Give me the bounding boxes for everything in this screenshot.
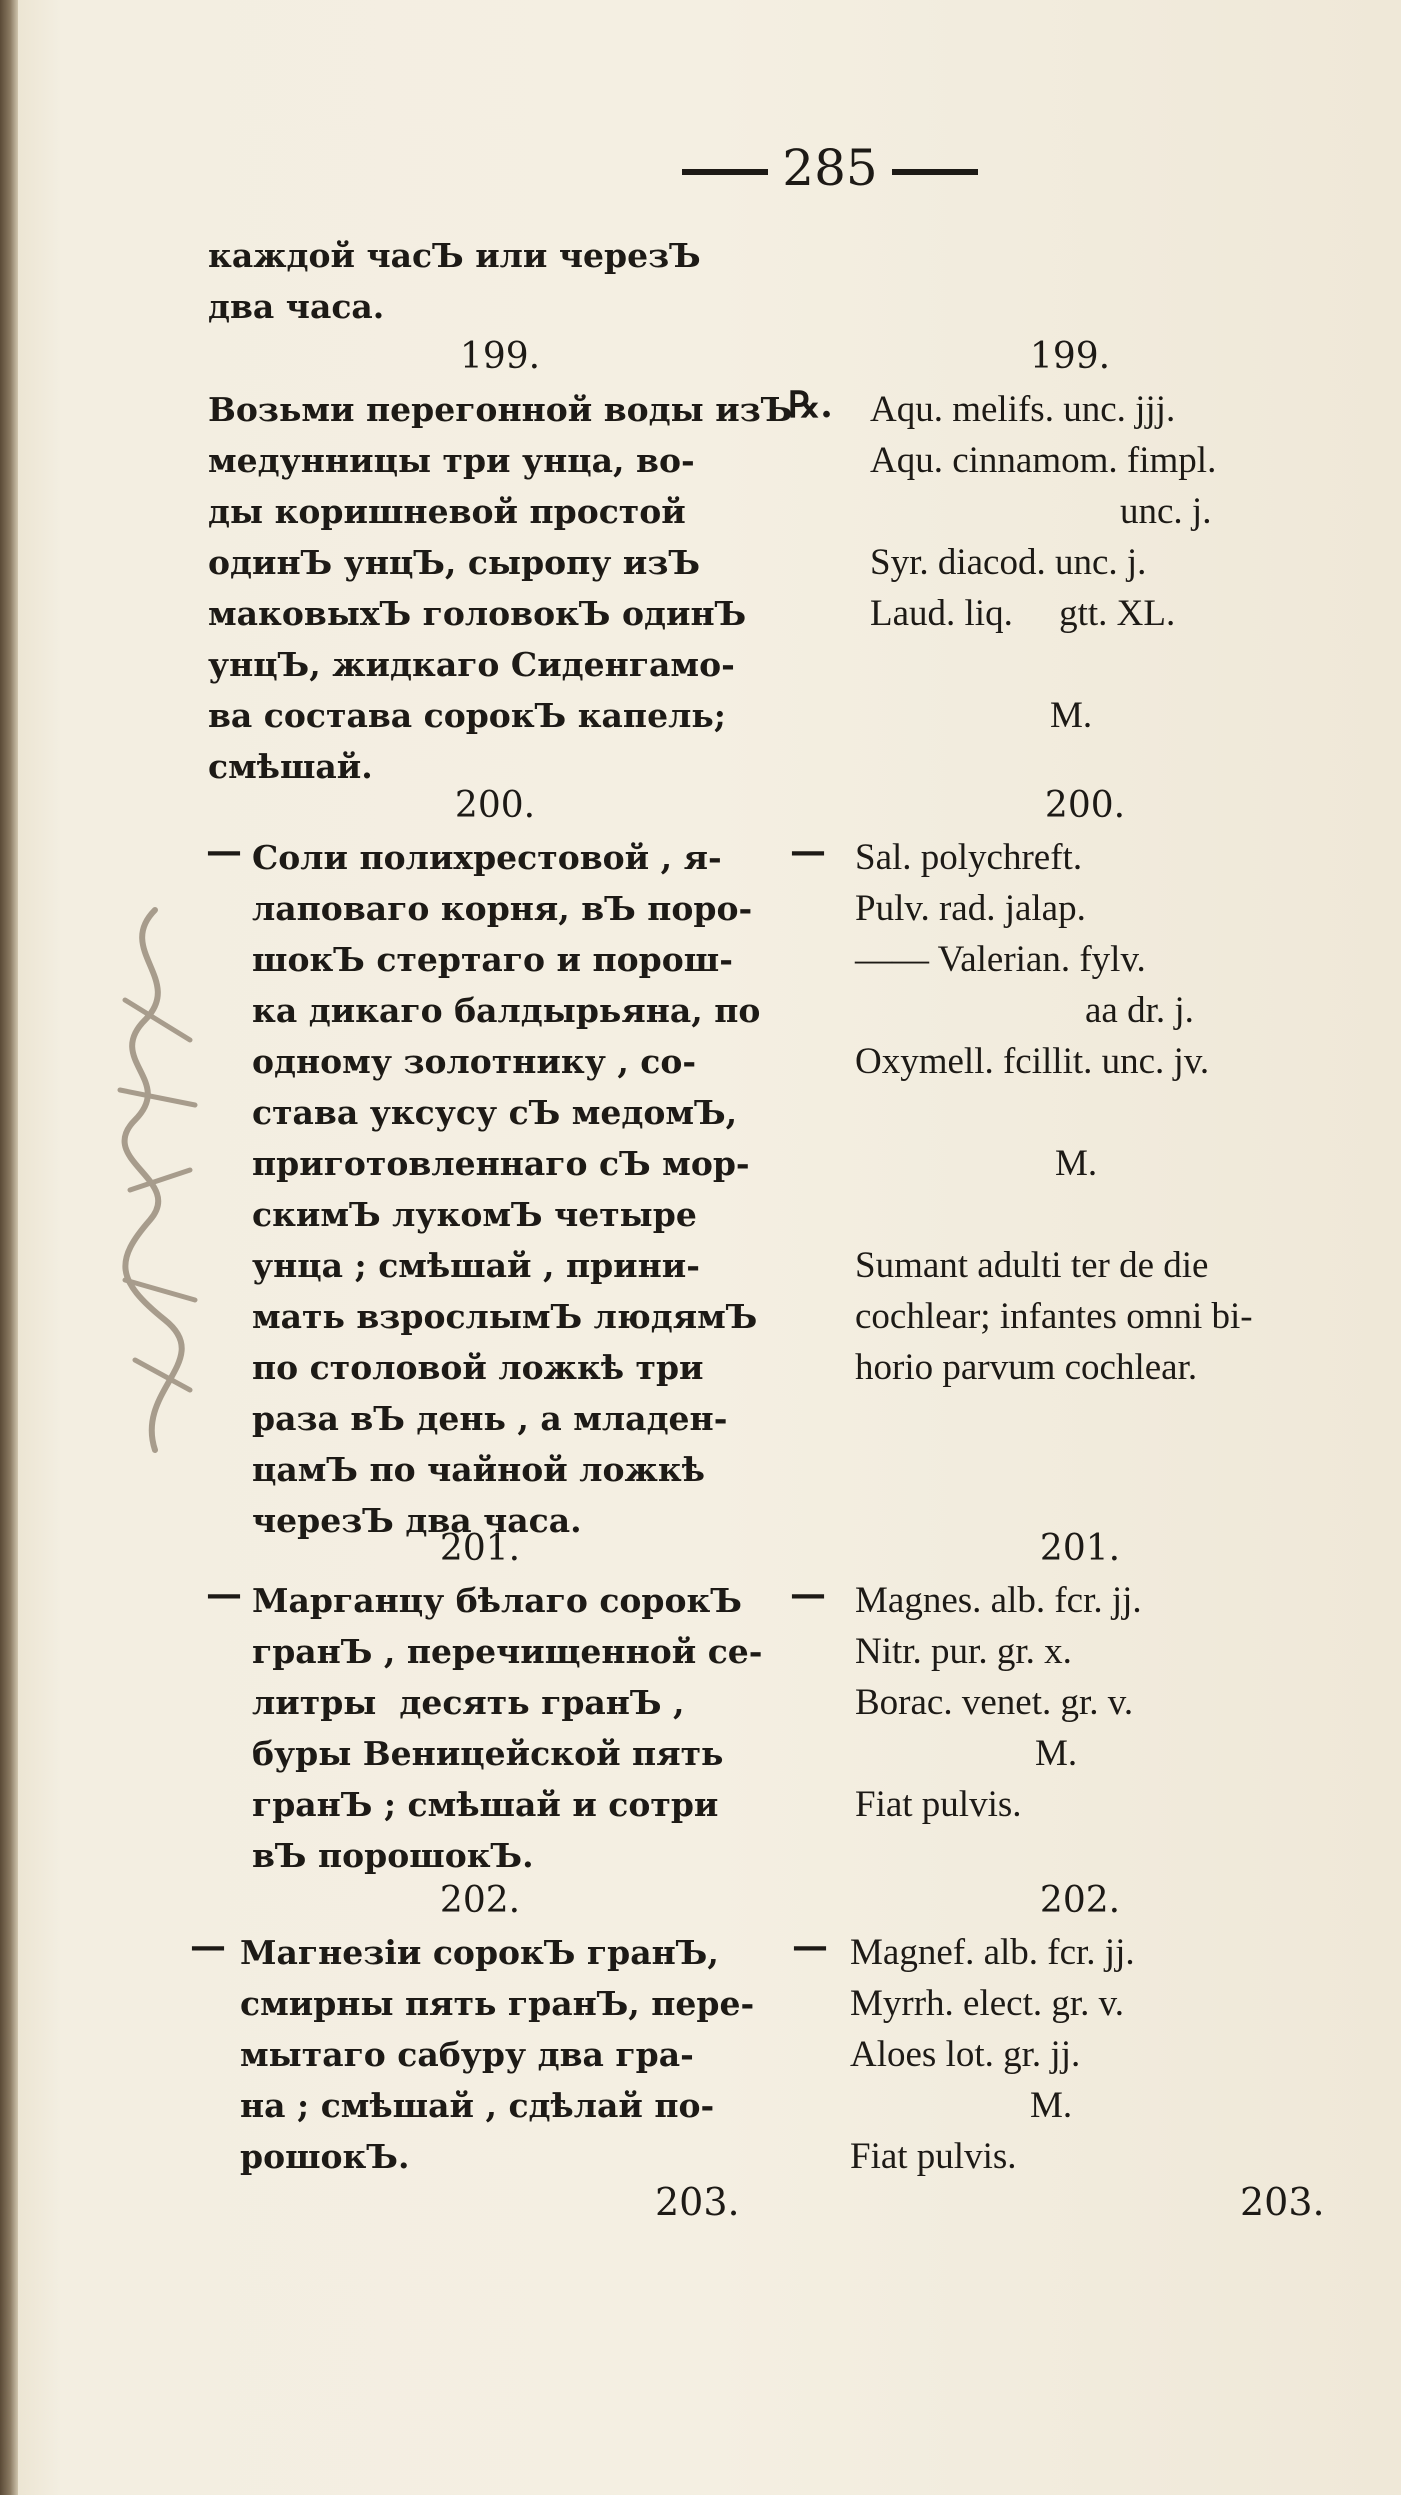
entry-number-right: 199. [1029, 336, 1111, 377]
header-dash-right [892, 169, 978, 175]
text-line: маковыхЪ головокЪ одинЪ [208, 594, 747, 633]
text-line: цамЪ по чайной ложкѣ [252, 1450, 705, 1489]
entry-201-latin [855, 1575, 1355, 1830]
text-line: раза вЪ день , а младен- [252, 1399, 728, 1438]
text-line: M. [1030, 2085, 1073, 2126]
text-line: unc. j. [1120, 491, 1212, 532]
book-spine [0, 0, 18, 2495]
entry-dash-mid: — [792, 1925, 828, 1967]
entry-dash-mid: — [790, 830, 826, 872]
text-line: aa dr. j. [1085, 990, 1194, 1031]
intro-text [208, 230, 768, 332]
text-line: Magnef. alb. fcr. jj. [850, 1932, 1135, 1973]
entry-dash-left: — [190, 1925, 226, 1967]
entry-number-left: 201. [439, 1528, 521, 1569]
entry-201-russian [252, 1575, 812, 1881]
entry-199-latin [870, 384, 1360, 741]
text-line: одинЪ унцЪ, сыропу изЪ [208, 543, 701, 582]
text-line: Fiat pulvis. [850, 2136, 1017, 2177]
text-line: Sumant adulti ter de die [855, 1245, 1209, 1286]
text-line [855, 1189, 1355, 1240]
text-line: Fiat pulvis. [855, 1784, 1022, 1825]
text-line: cochlear; infantes omni bi- [855, 1296, 1253, 1337]
text-line: Pulv. rad. jalap. [855, 888, 1086, 929]
entry-202-russian [240, 1927, 800, 2182]
text-line: мать взрослымЪ людямЪ [252, 1297, 758, 1336]
entry-number-right: 200. [1044, 785, 1126, 826]
header-dash-left [682, 169, 768, 175]
entry-200-russian [252, 832, 812, 1546]
text-line: Aqu. melifs. unc. jjj. [870, 389, 1176, 430]
entry-number-right: 201. [1039, 1528, 1121, 1569]
text-line: приготовленнаго сЪ мор- [252, 1144, 750, 1183]
text-line: мытаго сабуру два гра- [240, 2035, 694, 2074]
entry-dash-left: — [206, 1573, 242, 1615]
entry-number-right: 202. [1039, 1880, 1121, 1921]
marginal-handwriting-icon [95, 890, 225, 1470]
text-line: Syr. diacod. unc. j. [870, 542, 1147, 583]
text-line: одному золотнику , со- [252, 1042, 697, 1081]
text-line: на ; смѣшай , сдѣлай по- [240, 2086, 715, 2125]
text-line: Nitr. pur. gr. x. [855, 1631, 1072, 1672]
text-line [855, 1087, 1355, 1138]
entry-number-left: 200. [454, 785, 536, 826]
text-line: Марганцу бѣлаго сорокЪ [252, 1581, 742, 1620]
entry-200-latin [855, 832, 1355, 1393]
text-line: черезЪ два часа. [252, 1501, 582, 1540]
text-line: лаповаго корня, вЪ поро- [252, 889, 753, 928]
page-number: 285 [782, 139, 878, 197]
entry-202-latin [850, 1927, 1350, 2182]
entry-199-russian [208, 384, 793, 792]
text-line: Magnes. alb. fcr. jj. [855, 1580, 1142, 1621]
text-line: Sal. polychreft. [855, 837, 1083, 878]
text-line: Aqu. cinnamom. fimpl. [870, 440, 1217, 481]
text-line: Myrrh. elect. gr. v. [850, 1983, 1124, 2024]
text-line: шокЪ стертаго и порош- [252, 940, 733, 979]
text-line: скимЪ лукомЪ четыре [252, 1195, 697, 1234]
text-line: унца ; смѣшай , прини- [252, 1246, 700, 1285]
text-line: ка дикаго балдырьяна, по [252, 991, 761, 1030]
page-header [650, 138, 1010, 198]
text-line: унцЪ, жидкаго Сиденгамо- [208, 645, 735, 684]
intro-line: каждой часЪ или черезЪ [208, 236, 701, 275]
text-line: вЪ порошокЪ. [252, 1836, 534, 1875]
text-line: рошокЪ. [240, 2137, 410, 2176]
text-line: буры Веницейской пять [252, 1734, 724, 1773]
text-line: M. [1035, 1733, 1078, 1774]
recipe-symbol: ℞. [788, 384, 833, 426]
text-line: Aloes lot. gr. jj. [850, 2034, 1081, 2075]
text-line: смѣшай. [208, 747, 373, 786]
text-line: M. [1050, 695, 1093, 736]
text-line: по столовой ложкѣ три [252, 1348, 704, 1387]
text-line: смирны пять гранЪ, пере- [240, 1984, 755, 2023]
text-line: става уксусу сЪ медомЪ, [252, 1093, 738, 1132]
text-line: M. [1055, 1143, 1098, 1184]
catchword-left: 203. [655, 2180, 740, 2224]
entry-number-left: 202. [439, 1880, 521, 1921]
entry-dash-mid: — [790, 1573, 826, 1615]
text-line: Laud. liq. gtt. XL. [870, 593, 1176, 634]
entry-number-left: 199. [459, 336, 541, 377]
text-line: Соли полихрестовой , я- [252, 838, 722, 877]
text-line: Oxymell. fcillit. unc. jv. [855, 1041, 1210, 1082]
text-line: гранЪ , перечищенной се- [252, 1632, 763, 1671]
text-line: литры десять гранЪ , [252, 1683, 685, 1722]
text-line: ды коришневой простой [208, 492, 686, 531]
text-line: Borac. venet. gr. v. [855, 1682, 1134, 1723]
text-line [870, 639, 1360, 690]
text-line: ва состава сорокЪ капель; [208, 696, 726, 735]
text-line: гранЪ ; смѣшай и сотри [252, 1785, 719, 1824]
text-line: медунницы три унца, во- [208, 441, 695, 480]
text-line: horio parvum cochlear. [855, 1347, 1198, 1388]
text-line: Возьми перегонной воды изЪ [208, 390, 793, 429]
text-line: —— Valerian. fylv. [855, 939, 1146, 980]
entry-dash-left: — [206, 830, 242, 872]
text-line: Магнезіи сорокЪ гранЪ, [240, 1933, 719, 1972]
catchword-right: 203. [1240, 2180, 1325, 2224]
intro-line: два часа. [208, 287, 385, 326]
